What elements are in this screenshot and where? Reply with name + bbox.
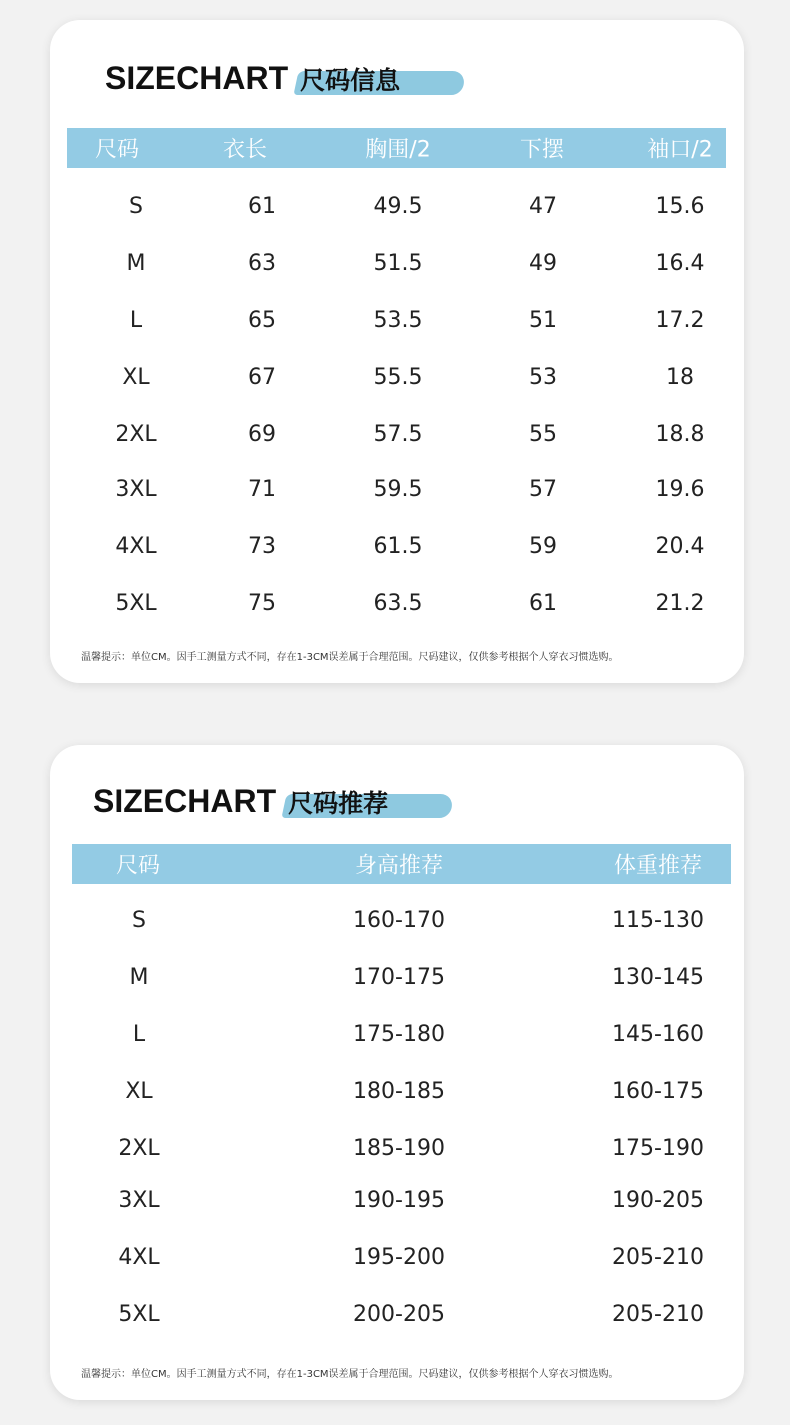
table-row xyxy=(50,1134,744,1164)
table-cell: 200-205 xyxy=(353,1302,445,1327)
header-size: 尺码 xyxy=(94,137,140,163)
table-row xyxy=(50,1243,744,1273)
table-cell: 195-200 xyxy=(353,1245,445,1270)
table-cell: 53.5 xyxy=(373,308,423,333)
table-cell: 51.5 xyxy=(373,251,423,276)
table-cell: 61 xyxy=(529,591,557,616)
table-cell: 130-145 xyxy=(612,965,704,990)
table-cell: 2XL xyxy=(115,422,157,447)
table-cell: XL xyxy=(122,365,150,390)
table-cell: 16.4 xyxy=(655,251,705,276)
table-cell: 57.5 xyxy=(373,422,423,447)
table-cell: 75 xyxy=(248,591,276,616)
table-cell: 65 xyxy=(248,308,276,333)
table-cell: 53 xyxy=(529,365,557,390)
title-chinese: 尺码推荐 xyxy=(288,788,389,818)
table-cell: 5XL xyxy=(115,591,157,616)
table-row xyxy=(50,532,744,562)
header-length: 衣长 xyxy=(222,137,268,163)
table-cell: 20.4 xyxy=(655,534,705,559)
table-cell: 180-185 xyxy=(353,1079,445,1104)
size-info-rows xyxy=(50,20,744,683)
table-cell: 61 xyxy=(248,194,276,219)
table-row xyxy=(50,306,744,336)
table-cell: M xyxy=(126,251,146,276)
title-chinese: 尺码信息 xyxy=(300,65,401,95)
size-info-note: 温馨提示：单位CM。因手工测量方式不同，存在1-3CM误差属于合理范围。尺码建议，仅供参考根据个人穿衣习惯选购。 xyxy=(81,652,619,663)
table-cell: 15.6 xyxy=(655,194,705,219)
table-cell: 18.8 xyxy=(655,422,705,447)
header-weight: 体重推荐 xyxy=(613,853,703,879)
header-hem: 下摆 xyxy=(519,137,565,163)
table-cell: S xyxy=(129,194,143,219)
table-cell: 190-205 xyxy=(612,1188,704,1213)
table-row xyxy=(50,963,744,993)
table-cell: 185-190 xyxy=(353,1136,445,1161)
table-cell: M xyxy=(129,965,149,990)
table-row xyxy=(50,1077,744,1107)
title-english: SIZECHART xyxy=(105,60,289,96)
table-cell: 59.5 xyxy=(373,477,423,502)
table-cell: 205-210 xyxy=(612,1302,704,1327)
table-cell: 170-175 xyxy=(353,965,445,990)
header-cuff: 袖口/2 xyxy=(647,137,713,163)
table-cell: 73 xyxy=(248,534,276,559)
size-recommend-rows xyxy=(50,745,744,1400)
table-cell: 55.5 xyxy=(373,365,423,390)
table-cell: 115-130 xyxy=(612,908,704,933)
table-cell: 4XL xyxy=(115,534,157,559)
table-cell: 160-170 xyxy=(353,908,445,933)
table-cell: 205-210 xyxy=(612,1245,704,1270)
table-cell: 17.2 xyxy=(655,308,705,333)
table-cell: L xyxy=(132,1022,146,1047)
table-cell: XL xyxy=(125,1079,153,1104)
table-cell: 4XL xyxy=(118,1245,160,1270)
table-cell: S xyxy=(132,908,146,933)
table-row xyxy=(50,363,744,393)
table-cell: 63 xyxy=(248,251,276,276)
header-chest: 胸围/2 xyxy=(365,137,431,163)
table-cell: 175-180 xyxy=(353,1022,445,1047)
table-cell: 57 xyxy=(529,477,557,502)
table-cell: 190-195 xyxy=(353,1188,445,1213)
table-cell: 63.5 xyxy=(373,591,423,616)
table-cell: 59 xyxy=(529,534,557,559)
table-cell: L xyxy=(129,308,143,333)
size-info-card xyxy=(50,20,744,683)
table-row xyxy=(50,192,744,222)
table-cell: 5XL xyxy=(118,1302,160,1327)
table-row xyxy=(50,1300,744,1330)
table-cell: 21.2 xyxy=(655,591,705,616)
table-cell: 61.5 xyxy=(373,534,423,559)
table-cell: 55 xyxy=(529,422,557,447)
table-row xyxy=(50,1186,744,1216)
table-row xyxy=(50,420,744,450)
table-row xyxy=(50,906,744,936)
header-size: 尺码 xyxy=(115,853,161,879)
table-cell: 3XL xyxy=(118,1188,160,1213)
table-cell: 51 xyxy=(529,308,557,333)
table-row xyxy=(50,249,744,279)
table-cell: 47 xyxy=(529,194,557,219)
table-cell: 160-175 xyxy=(612,1079,704,1104)
title-english: SIZECHART xyxy=(93,783,277,819)
table-cell: 3XL xyxy=(115,477,157,502)
header-height: 身高推荐 xyxy=(354,853,444,879)
table-row xyxy=(50,475,744,505)
table-cell: 175-190 xyxy=(612,1136,704,1161)
table-cell: 71 xyxy=(248,477,276,502)
table-cell: 19.6 xyxy=(655,477,705,502)
table-cell: 69 xyxy=(248,422,276,447)
table-row xyxy=(50,589,744,619)
size-recommend-note: 温馨提示：单位CM。因手工测量方式不同，存在1-3CM误差属于合理范围。尺码建议，仅供参考根据个人穿衣习惯选购。 xyxy=(81,1369,619,1380)
table-cell: 67 xyxy=(248,365,276,390)
table-cell: 2XL xyxy=(118,1136,160,1161)
table-cell: 18 xyxy=(666,365,694,390)
table-cell: 49 xyxy=(529,251,557,276)
table-cell: 145-160 xyxy=(612,1022,704,1047)
table-cell: 49.5 xyxy=(373,194,423,219)
table-row xyxy=(50,1020,744,1050)
size-recommend-card xyxy=(50,745,744,1400)
